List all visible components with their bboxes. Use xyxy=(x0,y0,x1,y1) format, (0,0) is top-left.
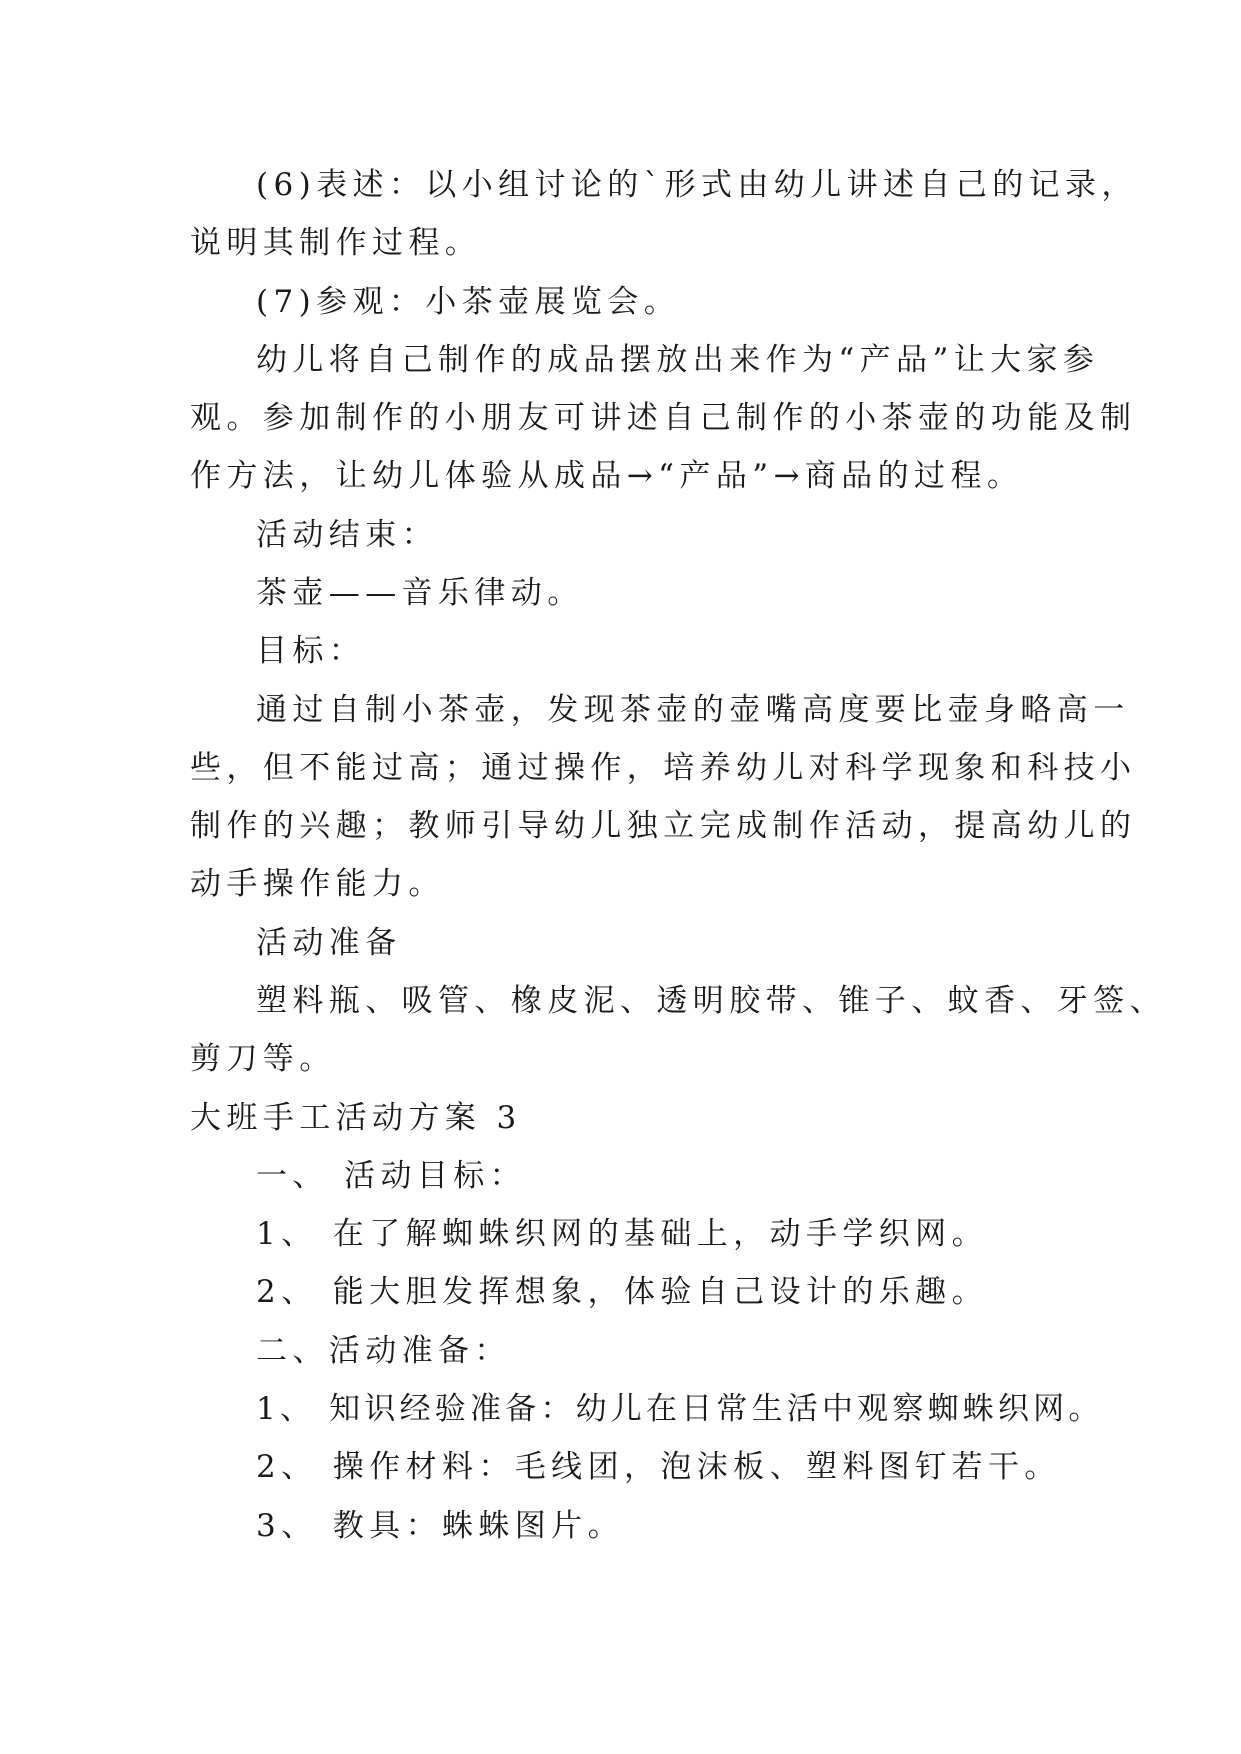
paragraph-line: 塑料瓶、吸管、橡皮泥、透明胶带、锥子、蚊香、牙签、 xyxy=(256,983,1166,1019)
list-item: 1、 知识经验准备：幼儿在日常生活中观察蜘蛛织网。 xyxy=(256,1391,1104,1427)
paragraph-line: 剪刀等。 xyxy=(190,1041,336,1077)
paragraph-line: 动手操作能力。 xyxy=(190,866,445,902)
paragraph-line: 茶壶——音乐律动。 xyxy=(256,575,584,611)
list-item: 1、 在了解蜘蛛织网的基础上，动手学织网。 xyxy=(256,1216,988,1252)
paragraph-line: 观。参加制作的小朋友可讲述自己制作的小茶壶的功能及制 xyxy=(190,400,1137,436)
section-heading: 活动结束： xyxy=(256,517,438,553)
paragraph-line: 幼儿将自己制作的成品摆放出来作为“产品”让大家参 xyxy=(256,342,1100,378)
paragraph-line: (7)参观：小茶壶展览会。 xyxy=(256,284,681,320)
paragraph-line: 说明其制作过程。 xyxy=(190,225,482,261)
paragraph-line: 通过自制小茶壶，发现茶壶的壶嘴高度要比壶身略高一 xyxy=(256,692,1130,728)
list-item: 3、 教具：蛛蛛图片。 xyxy=(256,1508,624,1544)
paragraph-line: (6)表述：以小组讨论的`形式由幼儿讲述自己的记录， xyxy=(256,167,1138,203)
paragraph-line: 制作的兴趣；教师引导幼儿独立完成制作活动，提高幼儿的 xyxy=(190,808,1137,844)
section-heading: 目标： xyxy=(256,633,366,669)
document-title: 大班手工活动方案 3 xyxy=(190,1100,522,1136)
section-heading: 活动准备 xyxy=(256,925,402,961)
paragraph-line: 些，但不能过高；通过操作，培养幼儿对科学现象和科技小 xyxy=(190,750,1137,786)
section-heading: 一、 活动目标： xyxy=(256,1158,527,1194)
paragraph-line: 作方法，让幼儿体验从成品→“产品”→商品的过程。 xyxy=(190,458,1024,494)
list-item: 2、 操作材料：毛线团，泡沫板、塑料图钉若干。 xyxy=(256,1449,1061,1485)
list-item: 2、 能大胆发挥想象，体验自己设计的乐趣。 xyxy=(256,1274,988,1310)
section-heading: 二、活动准备： xyxy=(256,1333,511,1369)
